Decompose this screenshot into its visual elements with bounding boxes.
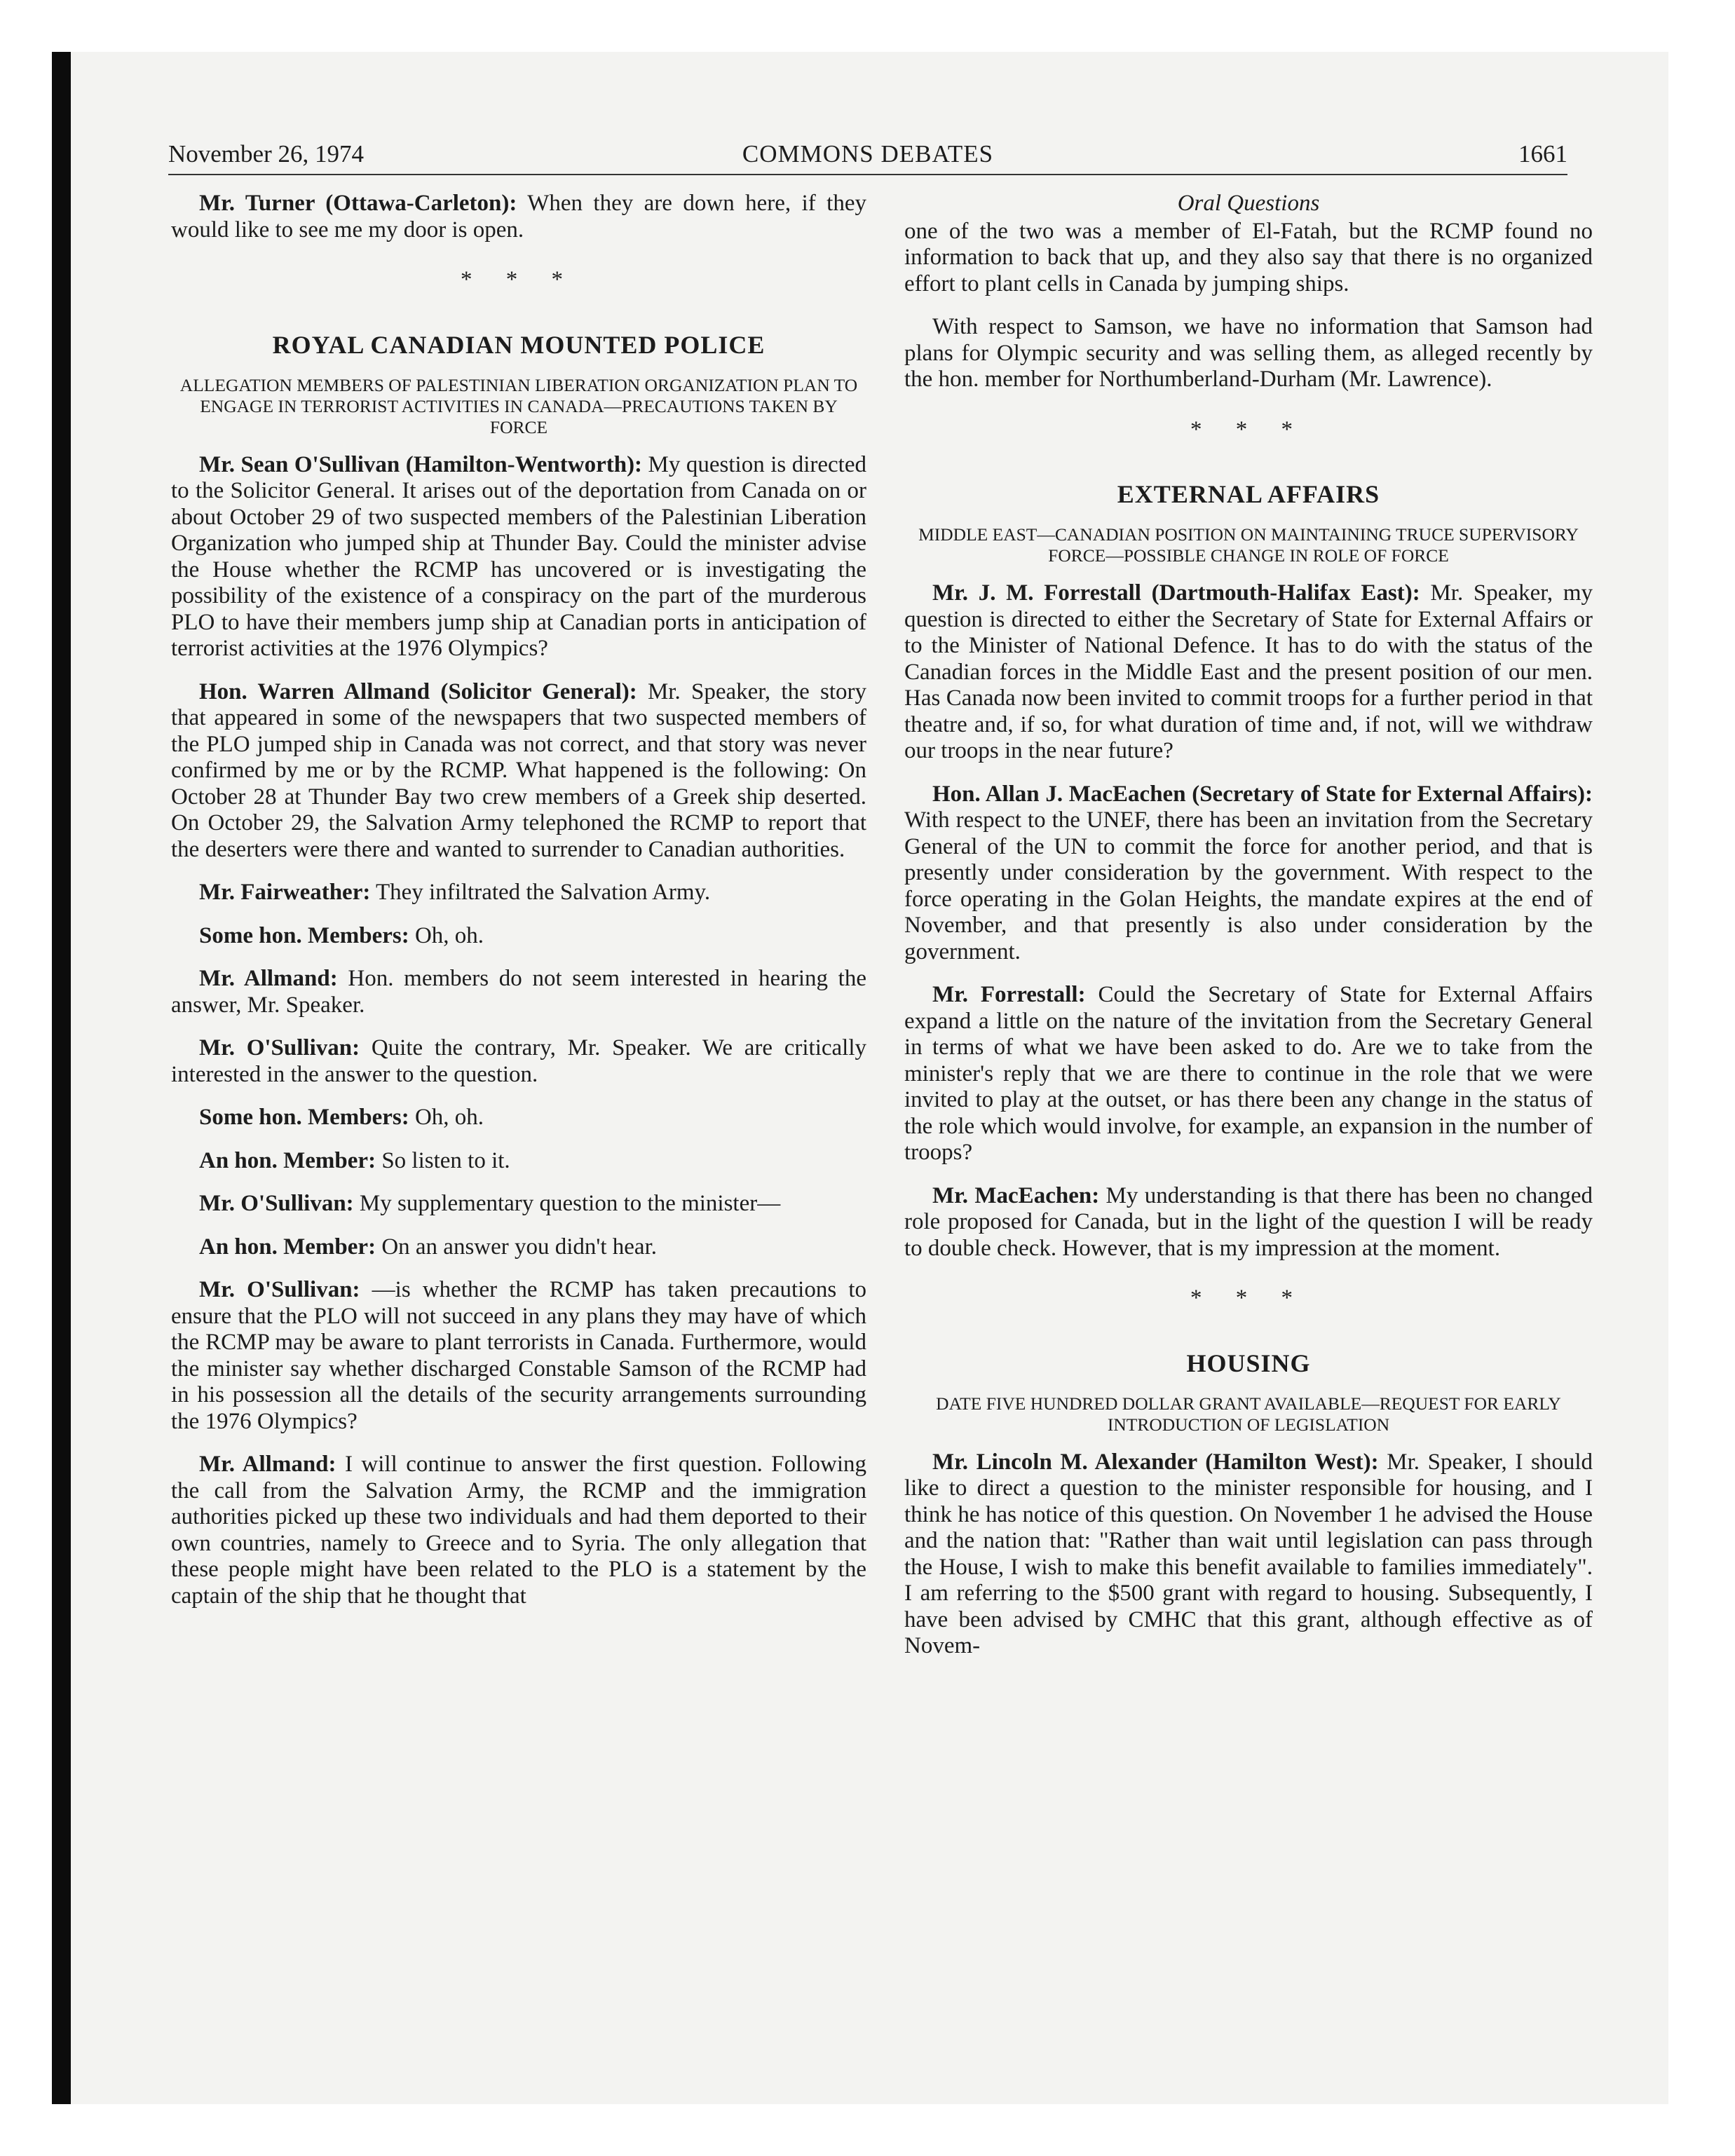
section-heading: ROYAL CANADIAN MOUNTED POLICE <box>272 330 766 359</box>
paragraph: one of the two was a member of El-Fatah, but the RCMP found no information to back that up, and they also say that there is no organized effort to plant cells in Canada by jumping ships. <box>904 218 1593 296</box>
speaker: Mr. O'Sullivan: <box>199 1277 360 1302</box>
speaker: Mr. Allmand: <box>199 1452 336 1477</box>
speaker: Mr. Forrestall: <box>932 982 1086 1007</box>
speech: So listen to it. <box>376 1147 510 1173</box>
paragraph: With respect to Samson, we have no information that Samson had plans for Olympic security and was selling them, as alleged recently by the hon. member for Northumberland-Durham (Mr. Lawrence). <box>904 314 1593 392</box>
speaker: Mr. Sean O'Sullivan (Hamilton-Wentworth): <box>199 451 643 477</box>
paragraph <box>171 452 866 662</box>
speaker: Mr. O'Sullivan: <box>199 1191 354 1216</box>
paragraph <box>171 1277 866 1435</box>
paragraph <box>904 1449 1593 1660</box>
speaker: An hon. Member: <box>199 1147 376 1173</box>
section-separator: * * * <box>1190 1285 1307 1311</box>
paragraph <box>904 782 1593 966</box>
paragraph <box>171 1105 866 1131</box>
speech: Mr. Speaker, the story that appeared in some of the newspapers that two suspected members of the PLO jumped ship in Canada was not correct, and that story was never confirmed by me or by the RCMP. What happened is the following: On October 28 at Thunder Bay two crew members of a Greek ship deserted. On October 29, the Salvation Army telephoned the RCMP to report that the deserters were there and wanted to surrender to Canadian authorities. <box>171 678 866 862</box>
running-head: Oral Questions <box>1177 191 1320 216</box>
speaker: Mr. Turner (Ottawa-Carleton): <box>199 191 517 216</box>
paragraph <box>171 1191 866 1217</box>
paragraph <box>171 679 866 864</box>
paragraph <box>904 982 1593 1166</box>
scan-edge-bar <box>52 52 71 2104</box>
speech: —is whether the RCMP has taken precautions to ensure that the PLO will not succeed in any plans they may have of which the RCMP may be aware to plant terrorists in Canada. Furthermore, would the minister say whether discharged Constable Samson of the RCMP had in his possession all the details of the security arrangements surrounding the 1976 Olympics? <box>171 1277 866 1434</box>
paragraph <box>171 1035 866 1088</box>
speaker: Mr. Allmand: <box>199 966 338 991</box>
header-date: November 26, 1974 <box>168 140 364 168</box>
speaker: Mr. J. M. Forrestall (Dartmouth-Halifax East): <box>932 580 1420 606</box>
speaker: Mr. O'Sullivan: <box>199 1035 360 1060</box>
speech: My supplementary question to the minister— <box>353 1191 781 1216</box>
speech: I will continue to answer the first question. Following the call from the Salvation Army, the RCMP and the immigration authorities picked up these two individuals and had them deported to their own countries, namely to Greece and to Syria. The only allegation that these people might have been related to the PLO is a statement by the captain of the ship that he thought that <box>171 1452 866 1609</box>
speech: Quite the contrary, Mr. Speaker. We are critically interested in the answer to the question. <box>171 1035 866 1087</box>
paragraph <box>171 1234 866 1261</box>
speaker: Hon. Allan J. MacEachen (Secretary of State for External Affairs): <box>932 781 1593 807</box>
speech: My understanding is that there has been no changed role proposed for Canada, but in the light of the question I will be ready to double check. However, that is my impression at the moment. <box>904 1182 1593 1261</box>
paragraph <box>171 1452 866 1609</box>
speech: Mr. Speaker, my question is directed to either the Secretary of State for External Affairs or to the Minister of National Defence. It has to do with the status of the Canadian forces in the Middle East and the present position of our men. Has Canada now been invited to commit troops for a further period in that theatre and, if so, for what duration of time and, if not, will we withdraw our troops in the near future? <box>904 580 1593 763</box>
paragraph <box>171 191 866 243</box>
paragraph <box>171 966 866 1018</box>
section-heading: EXTERNAL AFFAIRS <box>1117 480 1380 508</box>
speech: Could the Secretary of State for External Affairs expand a little on the nature of the invitation from the Secretary General in terms of what we have been asked to do. Are we to take from the minister's reply that we are there to continue in the role that we were invited to play at the outset, or has there been any change in the status of the role which would involve, for example, an expansion in the number of troops? <box>904 982 1593 1165</box>
page-header <box>168 140 1567 175</box>
speaker: Mr. MacEachen: <box>932 1182 1100 1208</box>
speaker: Some hon. Members: <box>199 922 409 948</box>
speaker: Mr. Fairweather: <box>199 880 371 905</box>
speech: Mr. Speaker, I should like to direct a question to the minister responsible for housing, and I think he has notice of this question. On November 1 he advised the House and the nation that: "Rather than wait until legislation can pass through the House, I wish to make this benefit available to families immediately". I am referring to the $500 grant with regard to housing. Subsequently, I have been advised by CMHC that this grant, although effective as of Novem- <box>904 1449 1593 1658</box>
paragraph <box>171 1148 866 1175</box>
speaker: An hon. Member: <box>199 1234 376 1260</box>
speech: My question is directed to the Solicitor General. It arises out of the deportation from Canada on or about October 29 of two suspected members of the Palestinian Liberation Organization who jumped ship at Thunder Bay. Could the minister advise the House whether the RCMP has uncovered or is investigating the possibility of the existence of a conspiracy on the part of the murderous PLO to have their members jump ship at Canadian ports in anticipation of terrorist activities at the 1976 Olympics? <box>171 451 866 661</box>
speaker: Some hon. Members: <box>199 1105 409 1130</box>
section-heading: HOUSING <box>1186 1349 1311 1377</box>
speech: With respect to the UNEF, there has been an invitation from the Secretary General of the UN to commit the force for another period, and that is presently under consideration by the government. With respect to the force operating in the Golan Heights, the mandate expires at the end of November, and that presently is also under consideration by the government. <box>904 807 1593 964</box>
speech: Hon. members do not seem interested in hearing the answer, Mr. Speaker. <box>171 966 866 1018</box>
speaker: Hon. Warren Allmand (Solicitor General): <box>199 678 637 704</box>
speech: On an answer you didn't hear. <box>376 1234 657 1260</box>
section-subheading: DATE FIVE HUNDRED DOLLAR GRANT AVAILABLE—REQUEST FOR EARLY INTRODUCTION OF LEGISLATION <box>936 1393 1561 1435</box>
page-number: 1661 <box>1518 140 1567 168</box>
speaker: Mr. Lincoln M. Alexander (Hamilton West): <box>932 1449 1379 1475</box>
paragraph <box>904 1183 1593 1262</box>
speech: When they are down here, if they would like to see me my door is open. <box>171 191 866 243</box>
left-column <box>171 191 866 1626</box>
speech: They infiltrated the Salvation Army. <box>370 880 711 905</box>
section-subheading: ALLEGATION MEMBERS OF PALESTINIAN LIBERATION ORGANIZATION PLAN TO ENGAGE IN TERRORIST ACTIVITIES IN CANADA—PRECAUTIONS TAKEN BY FORCE <box>179 374 858 437</box>
section-separator: * * * <box>1190 416 1307 442</box>
header-title: COMMONS DEBATES <box>742 140 994 168</box>
right-column <box>904 191 1593 1677</box>
section-separator: * * * <box>461 267 577 292</box>
paragraph <box>171 880 866 906</box>
speech: Oh, oh. <box>409 922 484 948</box>
section-subheading: MIDDLE EAST—CANADIAN POSITION ON MAINTAINING TRUCE SUPERVISORY FORCE—POSSIBLE CHANGE IN ROLE OF FORCE <box>918 524 1579 566</box>
speech: Oh, oh. <box>409 1105 484 1130</box>
paragraph <box>904 580 1593 765</box>
paragraph <box>171 923 866 950</box>
